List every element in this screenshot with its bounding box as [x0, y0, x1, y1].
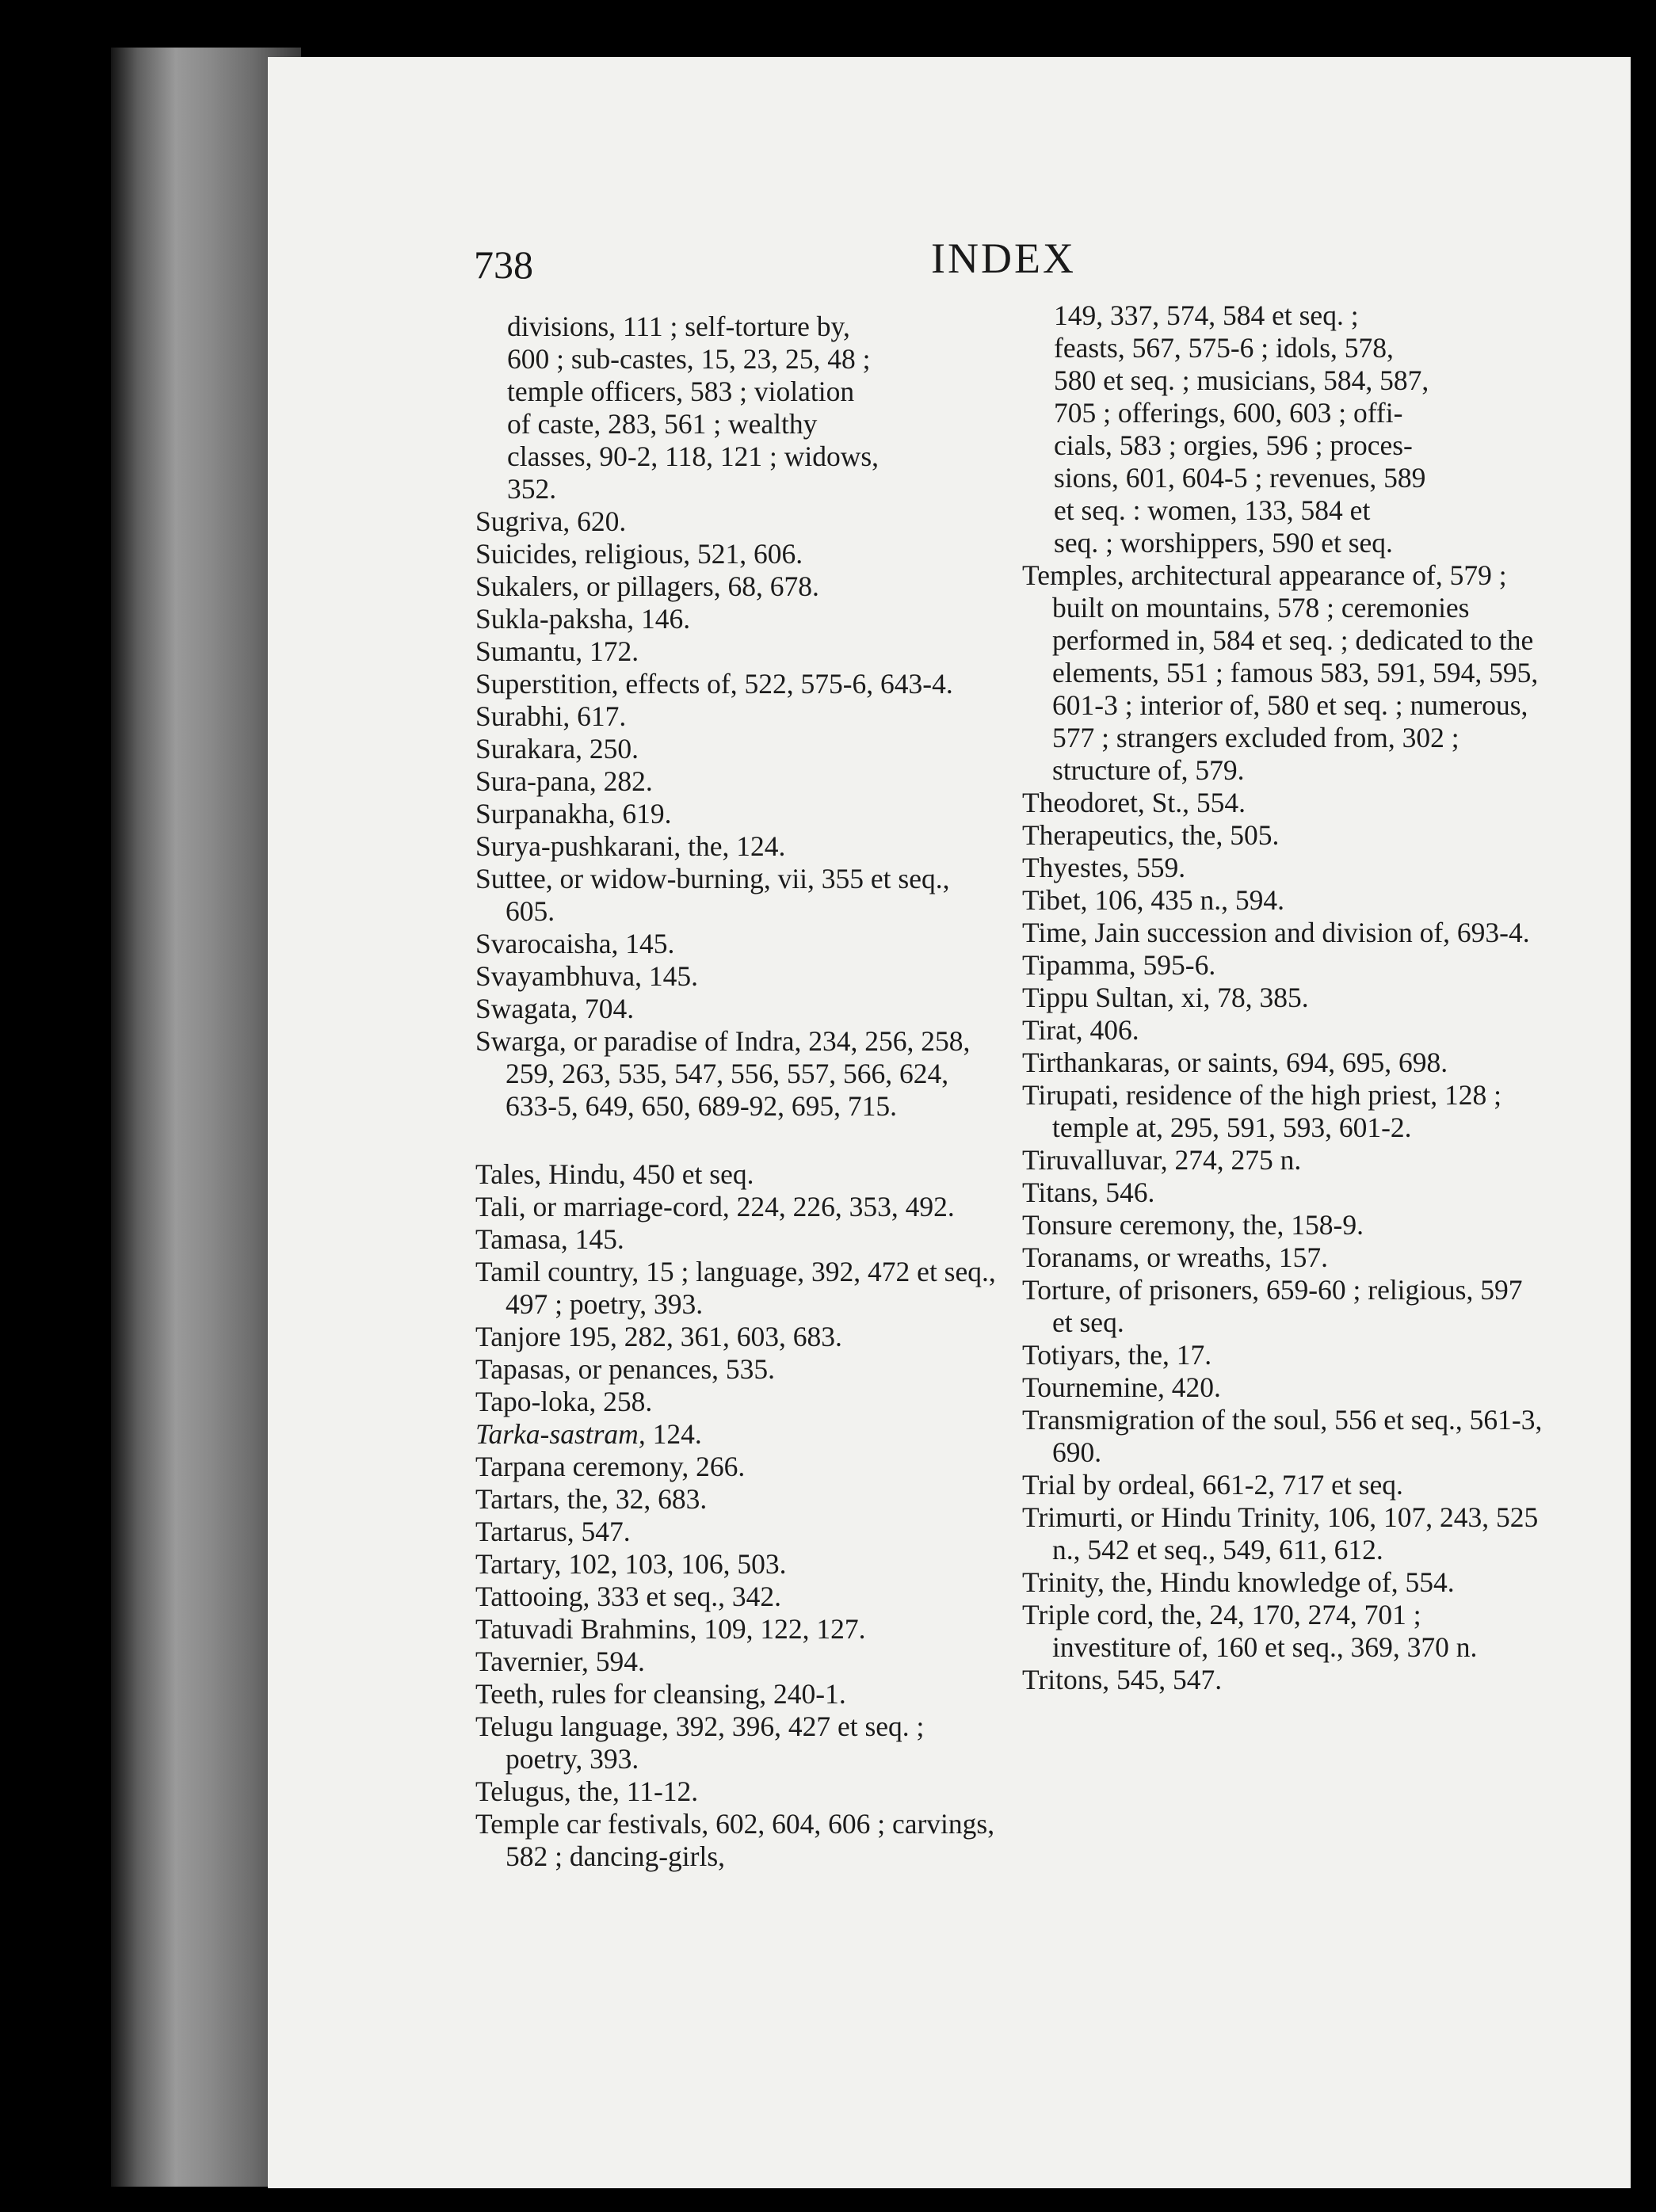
index-entry: Temples, architectural appearance of, 579 ; built on mountains, 578 ; ceremonies performed in, 584 et seq. ; dedicated to the elements, 551 ; famous 583, 591, 594, 595, 601-3 ; interior of, 580 et seq. ; numerous, 577 ; strangers excluded from, 302 ; structure of, 579.	[1022, 559, 1539, 786]
index-entry: Teeth, rules for cleansing, 240-1.	[475, 1678, 846, 1710]
index-entry: Tibet, 106, 435 n., 594.	[1022, 884, 1285, 916]
continuation-line: et seq. : women, 133, 584 et	[1054, 494, 1371, 526]
index-entry: Thyestes, 559.	[1022, 852, 1186, 883]
page-number: 738	[474, 242, 533, 287]
page-title: INDEX	[931, 235, 1076, 282]
index-entry: Torture, of prisoners, 659-60 ; religious, 597 et seq.	[1022, 1274, 1523, 1338]
index-entry: Tamasa, 145.	[475, 1223, 624, 1255]
index-entry: Tartars, the, 32, 683.	[475, 1483, 708, 1515]
index-entry: Telugus, the, 11-12.	[475, 1775, 699, 1807]
index-entry: Tattooing, 333 et seq., 342.	[475, 1581, 781, 1612]
continuation-line: classes, 90-2, 118, 121 ; widows,	[507, 440, 880, 472]
index-entry: Suttee, or widow-burning, vii, 355 et seq., 605.	[475, 863, 950, 927]
continuation-line: 352.	[507, 473, 557, 505]
index-entry: Sura-pana, 282.	[475, 765, 653, 797]
continuation-line: 580 et seq. ; musicians, 584, 587,	[1054, 364, 1429, 396]
left-column	[475, 311, 998, 1873]
index-entry: Therapeutics, the, 505.	[1022, 819, 1280, 851]
index-entry: Tirat, 406.	[1022, 1014, 1139, 1046]
index-entry: Tanjore 195, 282, 361, 603, 683.	[475, 1321, 842, 1352]
italic-term: Tarka-sastram,	[475, 1418, 646, 1450]
index-entry: Tapasas, or penances, 535.	[475, 1353, 776, 1385]
index-entry: Trimurti, or Hindu Trinity, 106, 107, 243, 525 n., 542 et seq., 549, 611, 612.	[1022, 1501, 1539, 1566]
index-entry: Tales, Hindu, 450 et seq.	[475, 1158, 754, 1190]
index-entry: Svarocaisha, 145.	[475, 928, 675, 959]
index-entry: Tali, or marriage-cord, 224, 226, 353, 492.	[475, 1191, 955, 1222]
index-entry: Sukalers, or pillagers, 68, 678.	[475, 570, 819, 602]
index-entry: Titans, 546.	[1022, 1177, 1155, 1208]
index-entry: Suicides, religious, 521, 606.	[475, 538, 803, 570]
index-entry: Tavernier, 594.	[475, 1646, 645, 1677]
index-entry: Swarga, or paradise of Indra, 234, 256, 258, 259, 263, 535, 547, 556, 557, 566, 624, 633-5, 649, 650, 689-92, 695, 715.	[475, 1025, 971, 1122]
index-entry: Tirupati, residence of the high priest, 128 ; temple at, 295, 591, 593, 601-2.	[1022, 1079, 1502, 1143]
index-entry: Tippu Sultan, xi, 78, 385.	[1022, 982, 1309, 1013]
index-entry: Trinity, the, Hindu knowledge of, 554.	[1022, 1566, 1455, 1598]
continuation-line: of caste, 283, 561 ; wealthy	[507, 408, 818, 440]
index-entry: Sugriva, 620.	[475, 505, 627, 537]
index-entry: Telugu language, 392, 396, 427 et seq. ; poetry, 393.	[475, 1710, 925, 1775]
index-entry: Superstition, effects of, 522, 575-6, 643-4.	[475, 668, 953, 700]
index-entry: Tirthankaras, or saints, 694, 695, 698.	[1022, 1047, 1448, 1078]
continuation-line: 600 ; sub-castes, 15, 23, 25, 48 ;	[507, 343, 871, 375]
continuation-line: cials, 583 ; orgies, 596 ; proces-	[1054, 429, 1413, 461]
index-entry: Tiruvalluvar, 274, 275 n.	[1022, 1144, 1302, 1176]
right-column	[1022, 299, 1545, 1696]
index-entry: Theodoret, St., 554.	[1022, 787, 1246, 818]
index-entry: Tamil country, 15 ; language, 392, 472 et seq., 497 ; poetry, 393.	[475, 1256, 996, 1320]
continuation-line: seq. ; worshippers, 590 et seq.	[1054, 527, 1393, 559]
continuation-line: divisions, 111 ; self-torture by,	[507, 311, 850, 342]
index-entry: Tipamma, 595-6.	[1022, 949, 1216, 981]
index-entry: Tonsure ceremony, the, 158-9.	[1022, 1209, 1364, 1241]
index-entry: Transmigration of the soul, 556 et seq., 561-3, 690.	[1022, 1404, 1543, 1468]
index-entry: Tapo-loka, 258.	[475, 1386, 653, 1417]
index-entry: Surya-pushkarani, the, 124.	[475, 830, 786, 862]
index-entry: Svayambhuva, 145.	[475, 960, 699, 992]
index-entry: Temple car festivals, 602, 604, 606 ; carvings, 582 ; dancing-girls,	[475, 1808, 995, 1872]
index-entry: Swagata, 704.	[475, 993, 635, 1024]
index-entry: Sumantu, 172.	[475, 635, 639, 667]
index-entry: Tartarus, 547.	[475, 1516, 631, 1547]
continuation-line: 149, 337, 574, 584 et seq. ;	[1054, 299, 1359, 331]
index-entry: Tournemine, 420.	[1022, 1371, 1221, 1403]
index-entry: Sukla-paksha, 146.	[475, 603, 691, 635]
index-entry: Tatuvadi Brahmins, 109, 122, 127.	[475, 1613, 866, 1645]
continuation-line: temple officers, 583 ; violation	[507, 376, 855, 407]
section-gap	[475, 1123, 998, 1158]
continuation-line: 705 ; offerings, 600, 603 ; offi-	[1054, 397, 1403, 429]
page-refs: 124.	[645, 1418, 702, 1450]
index-entry: Surabhi, 617.	[475, 700, 627, 732]
index-entry: Tarpana ceremony, 266.	[475, 1451, 746, 1482]
index-entry-italic	[475, 1418, 998, 1451]
continuation-line: feasts, 567, 575-6 ; idols, 578,	[1054, 332, 1394, 364]
index-entry: Tartary, 102, 103, 106, 503.	[475, 1548, 787, 1580]
index-entry: Totiyars, the, 17.	[1022, 1339, 1212, 1371]
index-entry: Trial by ordeal, 661-2, 717 et seq.	[1022, 1469, 1403, 1501]
index-entry: Tritons, 545, 547.	[1022, 1664, 1223, 1695]
continuation-line: sions, 601, 604-5 ; revenues, 589	[1054, 462, 1426, 494]
index-entry: Surakara, 250.	[475, 733, 639, 765]
index-entry: Toranams, or wreaths, 157.	[1022, 1241, 1328, 1273]
index-entry: Time, Jain succession and division of, 693-4.	[1022, 917, 1530, 948]
index-entry: Triple cord, the, 24, 170, 274, 701 ; investiture of, 160 et seq., 369, 370 n.	[1022, 1599, 1478, 1663]
index-entry: Surpanakha, 619.	[475, 798, 672, 830]
